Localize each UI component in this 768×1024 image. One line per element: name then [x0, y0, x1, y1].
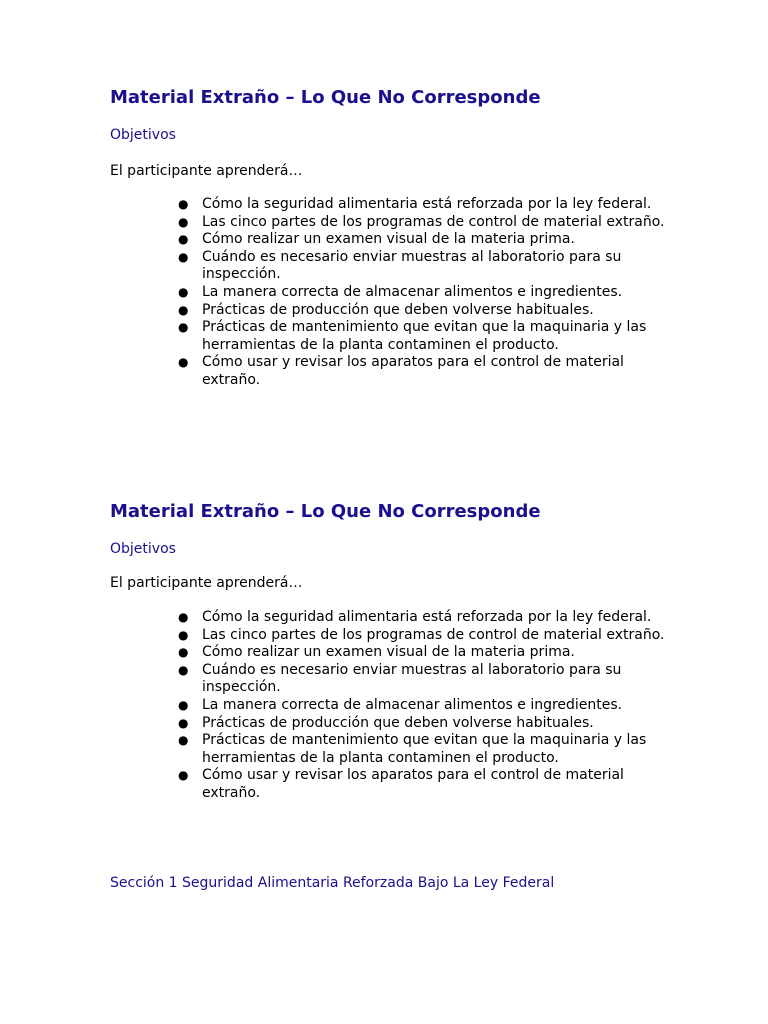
- document-title: Material Extraño – Lo Que No Corresponde: [110, 501, 541, 522]
- bullet-icon: ●: [178, 662, 189, 677]
- objectives-list: [178, 609, 668, 803]
- intro-text: El participante aprenderá…: [110, 163, 303, 179]
- bullet-icon: ●: [178, 697, 189, 712]
- list-item: ● Cuándo es necesario enviar muestras al laboratorio para su inspección.: [178, 661, 622, 696]
- list-item: ● Cómo usar y revisar los aparatos para el control de material extraño.: [178, 354, 624, 388]
- list-item: ● Prácticas de producción que deben volverse habituales.: [178, 714, 594, 731]
- bullet-icon: ●: [178, 302, 189, 317]
- bullet-icon: ●: [178, 733, 189, 748]
- list-item: ● La manera correcta de almacenar alimentos e ingredientes.: [178, 696, 623, 713]
- objectives-heading: Objetivos: [110, 127, 176, 143]
- bullet-icon: ●: [178, 214, 189, 229]
- bullet-icon: ●: [178, 645, 189, 660]
- section-heading: Sección 1 Seguridad Alimentaria Reforzada Bajo La Ley Federal: [110, 875, 555, 891]
- bullet-icon: ●: [178, 232, 189, 247]
- list-item: ● Cómo realizar un examen visual de la materia prima.: [178, 231, 575, 248]
- bullet-icon: ●: [178, 627, 189, 642]
- list-item: ● Cómo usar y revisar los aparatos para el control de material extraño.: [178, 767, 624, 801]
- section-block: [110, 874, 670, 892]
- list-item: ● Cómo realizar un examen visual de la materia prima.: [178, 644, 575, 661]
- objectives-list: [178, 196, 668, 390]
- bullet-icon: ●: [178, 320, 189, 335]
- intro-text: El participante aprenderá…: [110, 575, 303, 591]
- bullet-icon: ●: [178, 715, 189, 730]
- bullet-icon: ●: [178, 768, 189, 783]
- bullet-icon: ●: [178, 249, 189, 264]
- bullet-icon: ●: [178, 610, 189, 624]
- list-item: ● Las cinco partes de los programas de control de material extraño.: [178, 213, 665, 230]
- list-item: ● Prácticas de mantenimiento que evitan que la maquinaria y las herramientas de la planta contaminen el producto.: [178, 319, 647, 353]
- list-item: ● Las cinco partes de los programas de control de material extraño.: [178, 626, 665, 643]
- list-item: ● Cuándo es necesario enviar muestras al laboratorio para su inspección.: [178, 248, 622, 283]
- bullet-icon: ●: [178, 355, 189, 370]
- list-item: ● Prácticas de mantenimiento que evitan que la maquinaria y las herramientas de la planta contaminen el producto.: [178, 732, 647, 766]
- objectives-block-1: [110, 86, 670, 388]
- objectives-heading: Objetivos: [110, 541, 176, 557]
- bullet-icon: ●: [178, 197, 189, 211]
- objectives-block-2: [110, 500, 670, 801]
- list-item: ● Cómo la seguridad alimentaria está reforzada por la ley federal.: [178, 196, 652, 212]
- list-item: ● Prácticas de producción que deben volverse habituales.: [178, 301, 594, 318]
- document-title: Material Extraño – Lo Que No Corresponde: [110, 87, 541, 108]
- list-item: ● Cómo la seguridad alimentaria está reforzada por la ley federal.: [178, 609, 652, 625]
- bullet-icon: ●: [178, 284, 189, 299]
- list-item: ● La manera correcta de almacenar alimentos e ingredientes.: [178, 283, 623, 300]
